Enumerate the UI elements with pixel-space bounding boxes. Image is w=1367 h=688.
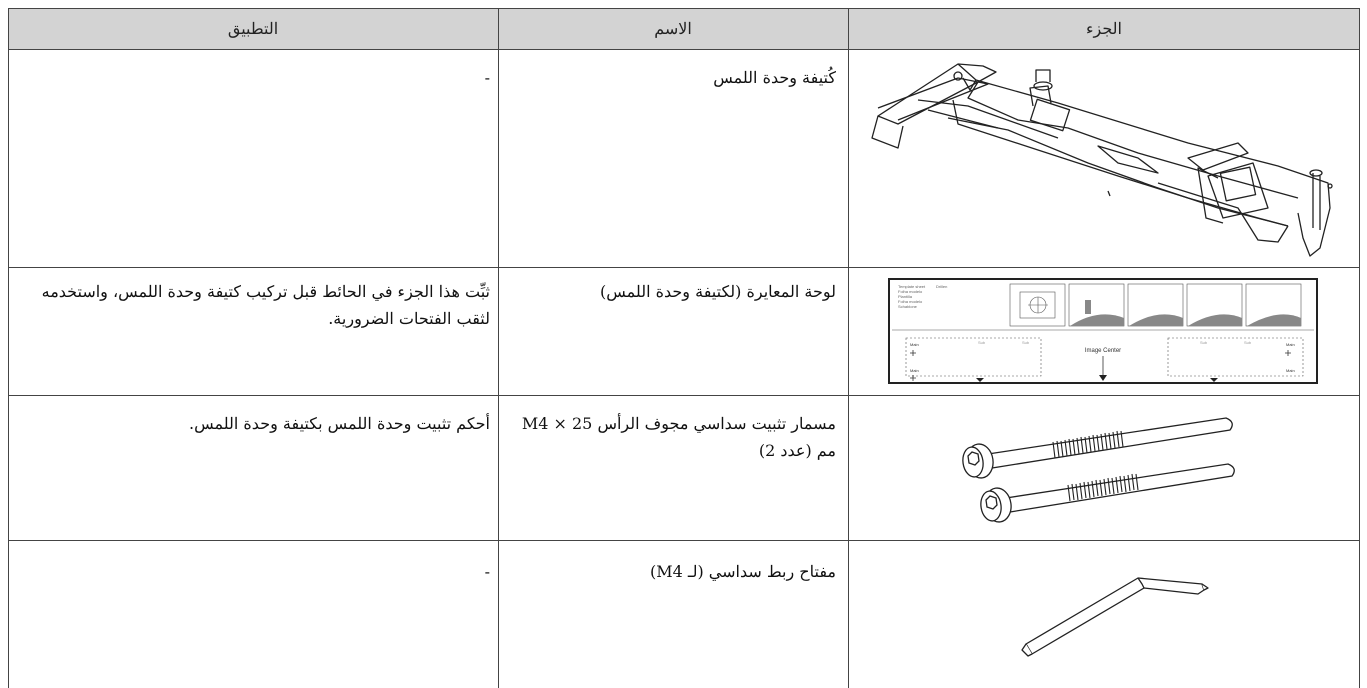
- sub-label: Sub: [978, 340, 986, 345]
- bracket-illustration: [858, 58, 1348, 263]
- sub-label: Sub: [1244, 340, 1252, 345]
- row-1-application: -: [484, 68, 490, 87]
- hex-wrench-illustration: [1018, 566, 1218, 666]
- svg-text:Drillen: Drillen: [936, 284, 948, 289]
- svg-text:Template sheet: Template sheet: [898, 284, 926, 289]
- svg-text:Plantilla: Plantilla: [898, 294, 913, 299]
- row-3-name: مسمار تثبيت سداسي مجوف الرأس M4 × 25 مم (عدد 2): [521, 414, 836, 460]
- row-1-name: كُتيفة وحدة اللمس: [713, 68, 836, 87]
- row-3-application: أحكم تثبيت وحدة اللمس بكتيفة وحدة اللمس.: [188, 414, 490, 433]
- main-label: Main: [1286, 368, 1295, 373]
- header-application: التطبيق: [227, 19, 279, 38]
- parts-table: [8, 8, 1360, 688]
- main-label: Main: [1286, 342, 1295, 347]
- hex-bolts-illustration: [958, 406, 1258, 536]
- main-label: Main: [910, 368, 919, 373]
- row-2-application: ثبِّت هذا الجزء في الحائط قبل تركيب كتيفة وحدة اللمس، واستخدمه لثقب الفتحات الضرورية.: [41, 282, 490, 328]
- row-2-name: لوحة المعايرة (لكتيفة وحدة اللمس): [600, 282, 836, 301]
- image-center-label: Image Center: [1084, 348, 1122, 354]
- header-name: الاسم: [654, 19, 692, 38]
- row-4-application: -: [484, 562, 490, 581]
- svg-text:Schablone: Schablone: [898, 304, 917, 309]
- row-4-name: مفتاح ربط سداسي (لـ M4): [649, 562, 836, 581]
- template-sheet-illustration: [888, 278, 1318, 384]
- sub-label: Sub: [1200, 340, 1208, 345]
- svg-text:Folha modelo: Folha modelo: [898, 289, 923, 294]
- main-label: Main: [910, 342, 919, 347]
- header-part: الجزء: [1086, 19, 1122, 38]
- svg-text:Folha modelo: Folha modelo: [898, 299, 923, 304]
- sub-label: Sub: [1022, 340, 1030, 345]
